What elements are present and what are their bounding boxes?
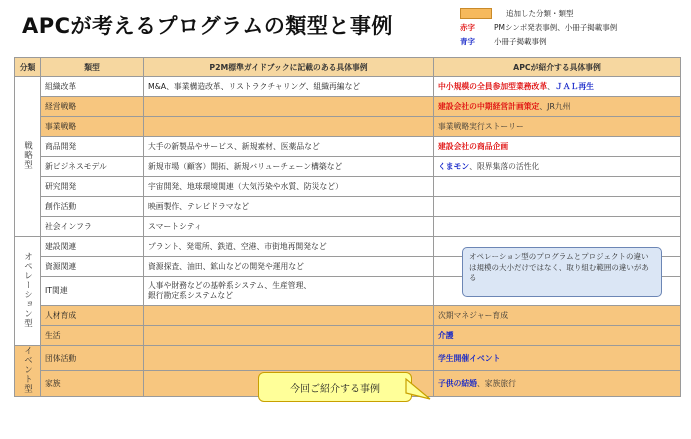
apc-example-cell	[434, 137, 681, 157]
type-cell: 資源関連	[41, 257, 144, 277]
apc-example-cell	[434, 97, 681, 117]
p2m-example-cell	[144, 326, 434, 346]
type-cell: 創作活動	[41, 197, 144, 217]
legend	[460, 6, 617, 48]
callout-arrow-icon	[404, 373, 434, 403]
type-cell: 生活	[41, 326, 144, 346]
apc-example-text: 学生開催イベント	[438, 353, 501, 363]
type-cell: 組織改革	[41, 77, 144, 97]
apc-example-cell	[434, 197, 681, 217]
p2m-example-cell: M&A、事業構造改革、リストラクチャリング、組織再編など	[144, 77, 434, 97]
apc-example-text: 次期マネジャー育成	[438, 311, 509, 320]
table-row	[15, 217, 681, 237]
legend-key-blue: 青字	[460, 36, 475, 46]
type-cell: 家族	[41, 371, 144, 396]
type-cell: IT関連	[41, 277, 144, 306]
legend-text: 小冊子掲載事例	[494, 36, 547, 46]
apc-example-cell	[434, 346, 681, 371]
table-row	[15, 306, 681, 326]
legend-row-red	[460, 20, 617, 34]
category-cell	[15, 346, 41, 397]
table-row	[15, 97, 681, 117]
apc-example-text: 事業戦略実行ストーリー	[438, 122, 524, 131]
p2m-example-cell	[144, 306, 434, 326]
p2m-example-cell: 大手の新製品やサービス、新規素材、医薬品など	[144, 137, 434, 157]
legend-swatch	[460, 8, 492, 19]
apc-example-text: 、家族旅行	[476, 378, 516, 388]
apc-example-text: 、限界集落の活性化	[469, 162, 540, 171]
type-cell: 人材育成	[41, 306, 144, 326]
page-title: APCが考えるプログラムの類型と事例	[22, 14, 393, 38]
header-p2m-examples: P2M標準ガイドブックに記載のある具体事例	[144, 58, 434, 77]
table-header-row	[15, 58, 681, 77]
table-row	[15, 137, 681, 157]
apc-example-cell	[434, 326, 681, 346]
p2m-example-cell: 宇宙開発、地球環境関連（大気汚染や水質、防災など）	[144, 177, 434, 197]
apc-example-text: 、	[547, 82, 555, 91]
table-row	[15, 197, 681, 217]
category-label: イベント型	[22, 346, 33, 394]
apc-example-text: 中小規模の全員参加型業務改革	[438, 82, 548, 91]
apc-example-text: ＪＡＬ再生	[554, 82, 594, 91]
p2m-example-cell: 資源探査、油田、鉱山などの開発や運用など	[144, 257, 434, 277]
apc-example-text: 、JR九州	[539, 102, 571, 111]
p2m-example-cell: 映画製作、テレビドラマなど	[144, 197, 434, 217]
p2m-example-cell	[144, 117, 434, 137]
table-row	[15, 326, 681, 346]
p2m-example-cell: プラント、発電所、鉄道、空港、市街地再開発など	[144, 237, 434, 257]
apc-example-text: 子供の結婚	[438, 378, 477, 388]
header-type: 類型	[41, 58, 144, 77]
legend-text: PMシンポ発表事例、小冊子掲載事例	[494, 22, 618, 32]
header-category: 分類	[15, 58, 41, 77]
operation-type-callout: オペレーション型のプログラムとプロジェクトの違いは規模の大小だけではなく、取り組む範囲の違いがある	[462, 247, 662, 297]
p2m-example-line: 銀行勘定系システムなど	[148, 291, 233, 300]
p2m-example-line: 人事や財務などの基幹系システム、生産管理、	[148, 281, 312, 291]
table-row	[15, 117, 681, 137]
apc-example-text: 建設会社の商品企画	[438, 142, 509, 151]
table-body	[15, 77, 681, 397]
type-cell: 商品開発	[41, 137, 144, 157]
apc-example-text: 建設会社の中期経営計画策定	[438, 102, 540, 111]
type-cell: 建設関連	[41, 237, 144, 257]
header-apc-examples: APCが紹介する具体事例	[434, 58, 681, 77]
category-label: 戦略型	[22, 141, 33, 170]
p2m-example-cell: スマートシティ	[144, 217, 434, 237]
category-cell	[15, 237, 41, 346]
table-row	[15, 177, 681, 197]
apc-example-cell	[434, 117, 681, 137]
apc-example-cell	[434, 371, 681, 396]
apc-example-cell	[434, 306, 681, 326]
legend-row-added	[460, 6, 617, 20]
program-types-table	[14, 57, 681, 397]
p2m-example-cell	[144, 277, 434, 306]
type-cell: 経営戦略	[41, 97, 144, 117]
table-row	[15, 346, 681, 371]
apc-example-cell	[434, 77, 681, 97]
table-row	[15, 77, 681, 97]
p2m-example-cell	[144, 346, 434, 371]
type-cell: 研究開発	[41, 177, 144, 197]
p2m-example-cell: 新規市場（顧客）開拓、新規バリューチェーン構築など	[144, 157, 434, 177]
apc-example-cell	[434, 177, 681, 197]
legend-row-blue	[460, 34, 617, 48]
apc-example-cell	[434, 157, 681, 177]
table-row	[15, 157, 681, 177]
type-cell: 事業戦略	[41, 117, 144, 137]
type-cell: 団体活動	[41, 346, 144, 371]
featured-cases-callout: 今回ご紹介する事例	[258, 372, 412, 402]
apc-example-text: くまモン	[438, 162, 470, 171]
apc-example-cell	[434, 217, 681, 237]
category-label: オペレーション型	[22, 252, 33, 328]
category-cell	[15, 77, 41, 237]
apc-example-text: 介護	[438, 331, 454, 340]
legend-text: 追加した分類・類型	[506, 8, 574, 18]
type-cell: 社会インフラ	[41, 217, 144, 237]
p2m-example-cell	[144, 97, 434, 117]
type-cell: 新ビジネスモデル	[41, 157, 144, 177]
legend-key-red: 赤字	[460, 22, 475, 32]
